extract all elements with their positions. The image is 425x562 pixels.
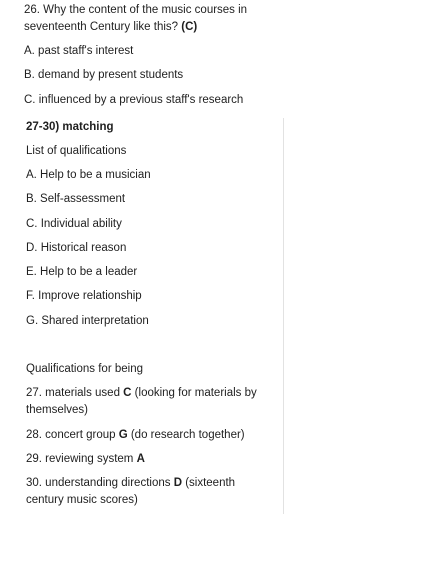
- q26-answer: (C): [181, 21, 198, 33]
- answer-30-prefix: 30. understanding directions: [26, 477, 174, 489]
- answer-28: [26, 427, 276, 444]
- q26-question-text: seventeenth Century like this?: [24, 21, 182, 33]
- answer-28-prefix: 28. concert group: [26, 429, 119, 441]
- list-item-d: D. Historical reason: [26, 242, 127, 254]
- list-item-e: E. Help to be a leader: [26, 266, 138, 278]
- q26-option-b: B. demand by present students: [24, 69, 184, 81]
- list-item-b: B. Self-assessment: [26, 193, 126, 205]
- list-title: List of qualifications: [26, 145, 127, 157]
- answer-27-letter: C: [123, 387, 132, 399]
- list-item-g: G. Shared interpretation: [26, 315, 149, 327]
- matching-heading: 27-30) matching: [26, 121, 114, 133]
- answer-29-prefix: 29. reviewing system: [26, 453, 137, 465]
- qualifications-title: Qualifications for being: [26, 363, 143, 375]
- q26-question-line2: [24, 19, 274, 36]
- answer-30-note: (sixteenth: [182, 477, 236, 489]
- list-item-a: A. Help to be a musician: [26, 169, 151, 181]
- answer-28-note: (do research together): [127, 429, 245, 441]
- answer-30-letter: D: [173, 477, 182, 489]
- list-item-c: C. Individual ability: [26, 218, 122, 230]
- answer-29: [26, 451, 276, 468]
- answer-29-letter: A: [136, 453, 145, 465]
- answer-27-prefix: 27. materials used: [26, 387, 124, 399]
- answer-27-line2: themselves): [26, 404, 88, 416]
- q26-question-line1: 26. Why the content of the music courses in: [24, 4, 248, 16]
- answer-27-line1: [26, 385, 276, 402]
- column-divider: [283, 118, 284, 514]
- answer-28-letter: G: [118, 429, 128, 441]
- answer-27-note: (looking for materials by: [131, 387, 257, 399]
- q26-option-a: A. past staff's interest: [24, 45, 134, 57]
- answer-30-line1: [26, 475, 276, 492]
- list-item-f: F. Improve relationship: [26, 290, 142, 302]
- q26-option-c: C. influenced by a previous staff's research: [24, 94, 244, 106]
- answer-30-line2: century music scores): [26, 494, 138, 506]
